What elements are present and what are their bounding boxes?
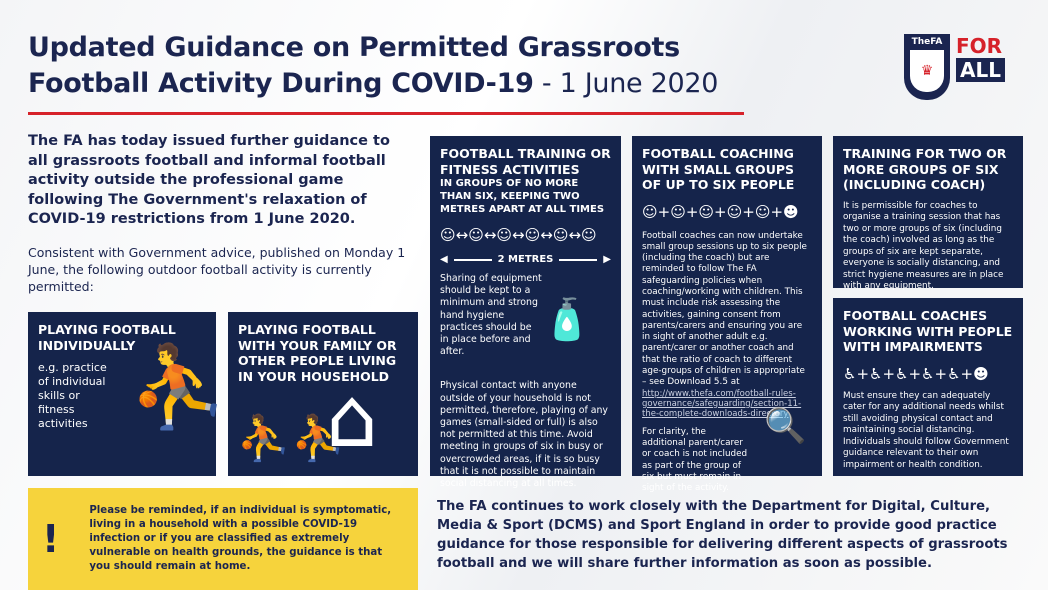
card-two-groups: TRAINING FOR TWO OR MORE GROUPS OF SIX (INCLUDING COACH) It is permissible for coaches to organise a training session that has two or more groups of six (including the coach) involved as long as the groups of six are kept separate, everyone is socially distancing, and strict hygiene measures are in place with any equipment. xyxy=(833,136,1023,288)
card-individual: PLAYING FOOTBALL INDIVIDUALLY e.g. practice of individual skills or fitness activities ⛹ xyxy=(28,312,216,476)
card-impairments: FOOTBALL COACHES WORKING WITH PEOPLE WITH IMPAIRMENTS ♿+♿+♿+♿+♿+☻ Must ensure they can adequately cater for any additional needs whilst still avoiding physical contact and maintaining social distancing. Individuals should follow Government guidance relevant to their own impairment or health condition. xyxy=(833,298,1023,476)
footer-text: The FA continues to work closely with the Department for Digital, Culture, Media & Sport (DCMS) and Sport England in order to provide good practice guidance for those responsible for delivering different aspects of grassroots football and we will share further information as soon as possible. xyxy=(437,499,1008,571)
intro-text: The FA has today issued further guidance to all grassroots football and informal football activity outside the professional game following The Government's relaxation of COVID-19 restrictions from 1 June 2020. xyxy=(28,133,390,227)
group-of-six-icon: ☺+☺+☺+☺+☺+☻ xyxy=(642,202,799,221)
three-lions-icon: ♛ xyxy=(910,50,944,92)
house-icon: ⌂ xyxy=(326,371,379,466)
fa-crest-logo: TheFA ♛ xyxy=(904,34,950,100)
intro-subtext: Consistent with Government advice, published on Monday 1 June, the following outdoor football activity is currently permitted: xyxy=(28,245,406,294)
two-metres-indicator: ◀ 2 METRES ▶ xyxy=(440,254,611,265)
magnifier-player-icon: 🔍 xyxy=(764,406,807,446)
title-date: - 1 June 2020 xyxy=(533,68,719,99)
distanced-people-icon: ☺↔☺↔☺↔☺↔☺↔☺ xyxy=(440,226,597,244)
card-household: PLAYING FOOTBALL WITH YOUR FAMILY OR OTHER PEOPLE LIVING IN YOUR HOUSEHOLD ⛹⛹ ⌂ xyxy=(228,312,418,476)
title-divider xyxy=(28,112,744,115)
card-training: FOOTBALL TRAINING OR FITNESS ACTIVITIES IN GROUPS OF NO MORE THAN SIX, KEEPING TWO METRES APART AT ALL TIMES ☺↔☺↔☺↔☺↔☺↔☺ ◀ 2 METRES ▶ Sharing of equipment should be kept to a minimum and strong hand hygiene practices should be in place before and after. 🧴 Physical contact with anyone outside of your household is not permitted, therefore, playing of any games (small-sided or full) is also not permitted at this time. Avoid meeting in groups of six in busy or overcrowded areas, if it is so busy that it is not possible to maintain social distancing at all times. xyxy=(430,136,621,476)
hand-sanitizer-icon: 🧴 xyxy=(542,297,592,343)
exclamation-icon: ! xyxy=(42,517,60,561)
player-kick-icon: ⛹ xyxy=(128,340,228,433)
impaired-players-icon: ♿+♿+♿+♿+♿+☻ xyxy=(843,364,989,383)
fa-for-all-logo: TheFA ♛ FOR ALL xyxy=(904,34,1014,102)
players-icon: ⛹⛹ xyxy=(236,413,346,464)
warning-panel: ! Please be reminded, if an individual is symptomatic, living in a household with a possible COVID-19 infection or if you are classified as extremely vulnerable on health grounds, the guidance is that you should remain at home. xyxy=(28,488,418,590)
page-title: Updated Guidance on Permitted Grassroots Football Activity During COVID-19 - 1 June 2020 xyxy=(28,32,719,99)
card-coaching: FOOTBALL COACHING WITH SMALL GROUPS OF UP TO SIX PEOPLE ☺+☺+☺+☺+☺+☻ Football coaches can now undertake small group sessions up to six people (including the coach) but are reminded to follow The FA safeguarding policies when coaching/working with children. This must include risk assessing the activities, gaining consent from parents/carers and ensuring you are in sight of another adult e.g. parent/carer or another coach and that the ratio of coach to different age-groups of children is appropriate – see Download 5.5 at http://www.thefa.com/football-rules-governance/safeguarding/section-11-the-complete-downloads-directory For clarity, the additional parent/carer or coach is not included as part of the group of six but must remain in sight of the activity. 🔍 xyxy=(632,136,822,476)
safeguarding-link[interactable]: http://www.thefa.com/football-rules-governance/safeguarding/section-11-the-complete-downloads-directory xyxy=(642,388,802,419)
